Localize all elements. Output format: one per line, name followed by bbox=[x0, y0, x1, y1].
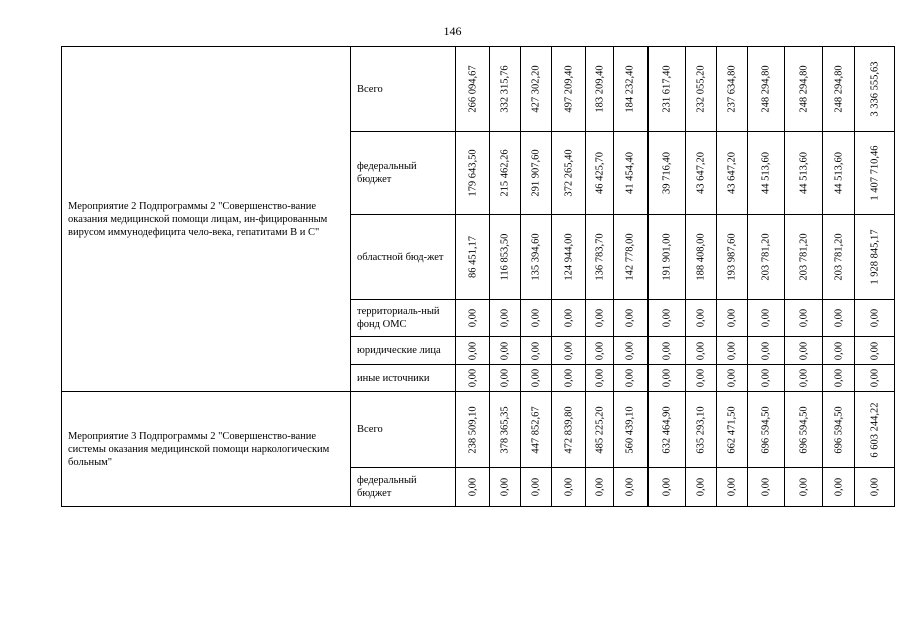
funding-source: юридические лица bbox=[351, 337, 456, 365]
amount-value: 3 336 555,63 bbox=[869, 61, 880, 117]
amount-value: 0,00 bbox=[833, 477, 844, 497]
amount-cell bbox=[748, 47, 785, 132]
amount-cell bbox=[586, 392, 614, 468]
amount-value: 116 853,50 bbox=[499, 233, 511, 281]
amount-value: 1 407 710,46 bbox=[869, 145, 880, 201]
amount-value: 179 643,50 bbox=[467, 149, 478, 197]
amount-cell bbox=[614, 468, 648, 507]
amount-cell bbox=[521, 132, 552, 215]
amount-value: 203 781,20 bbox=[760, 233, 772, 281]
amount-cell bbox=[648, 337, 686, 365]
amount-cell bbox=[648, 300, 686, 337]
amount-cell bbox=[490, 392, 521, 468]
amount-cell bbox=[748, 300, 785, 337]
amount-value: 0,00 bbox=[869, 308, 880, 328]
amount-value: 0,00 bbox=[624, 341, 636, 360]
amount-value: 142 778,00 bbox=[624, 233, 636, 281]
amount-cell bbox=[785, 337, 823, 365]
amount-value: 1 928 845,17 bbox=[869, 229, 880, 285]
amount-cell bbox=[614, 300, 648, 337]
amount-value: 427 302,20 bbox=[530, 65, 542, 113]
amount-cell bbox=[614, 337, 648, 365]
amount-value: 203 781,20 bbox=[798, 233, 809, 281]
amount-value: 0,00 bbox=[594, 477, 605, 497]
amount-value: 0,00 bbox=[695, 341, 707, 360]
amount-value: 135 394,60 bbox=[530, 233, 542, 281]
amount-cell bbox=[552, 392, 586, 468]
amount-cell bbox=[490, 365, 521, 392]
amount-value: 0,00 bbox=[869, 368, 880, 388]
amount-value: 193 987,60 bbox=[726, 233, 738, 281]
amount-value: 0,00 bbox=[594, 308, 605, 328]
amount-cell bbox=[748, 365, 785, 392]
amount-cell bbox=[717, 47, 748, 132]
amount-value: 0,00 bbox=[833, 368, 844, 388]
amount-cell bbox=[521, 300, 552, 337]
amount-cell bbox=[552, 468, 586, 507]
amount-cell bbox=[855, 392, 895, 468]
amount-cell bbox=[490, 300, 521, 337]
amount-value: 0,00 bbox=[726, 308, 738, 328]
amount-cell bbox=[614, 215, 648, 300]
amount-cell bbox=[521, 337, 552, 365]
funding-source: Всего bbox=[351, 392, 456, 468]
amount-value: 41 454,40 bbox=[624, 152, 636, 194]
amount-value: 0,00 bbox=[624, 368, 636, 388]
budget-table bbox=[61, 46, 895, 507]
amount-value: 0,00 bbox=[530, 477, 542, 497]
amount-value: 39 716,40 bbox=[661, 152, 673, 194]
amount-value: 632 464,90 bbox=[661, 405, 673, 454]
amount-value: 248 294,80 bbox=[833, 65, 844, 113]
amount-value: 0,00 bbox=[760, 341, 772, 360]
amount-value: 0,00 bbox=[833, 341, 844, 360]
amount-value: 232 055,20 bbox=[695, 65, 707, 113]
amount-cell bbox=[614, 47, 648, 132]
amount-value: 44 513,60 bbox=[798, 152, 809, 194]
amount-cell bbox=[648, 365, 686, 392]
amount-cell bbox=[586, 47, 614, 132]
amount-cell bbox=[785, 47, 823, 132]
amount-cell bbox=[717, 392, 748, 468]
amount-cell bbox=[586, 468, 614, 507]
amount-cell bbox=[785, 132, 823, 215]
amount-value: 43 647,20 bbox=[726, 152, 738, 194]
amount-value: 0,00 bbox=[661, 477, 673, 497]
amount-cell bbox=[521, 365, 552, 392]
amount-cell bbox=[552, 300, 586, 337]
amount-cell bbox=[648, 132, 686, 215]
amount-cell bbox=[823, 132, 855, 215]
amount-cell bbox=[855, 337, 895, 365]
amount-value: 0,00 bbox=[499, 341, 511, 360]
amount-cell bbox=[521, 215, 552, 300]
amount-value: 248 294,80 bbox=[760, 65, 772, 113]
amount-cell bbox=[717, 337, 748, 365]
amount-value: 497 209,40 bbox=[563, 65, 574, 113]
amount-value: 0,00 bbox=[726, 341, 738, 360]
amount-cell bbox=[490, 47, 521, 132]
amount-value: 0,00 bbox=[798, 477, 809, 497]
measure-title: Мероприятие 3 Подпрограммы 2 "Совершенство-вание системы оказания медицинской помощи наркологическим больным" bbox=[62, 392, 351, 507]
amount-value: 560 439,10 bbox=[624, 405, 636, 454]
amount-value: 378 365,35 bbox=[499, 405, 511, 454]
amount-value: 0,00 bbox=[499, 368, 511, 388]
amount-value: 0,00 bbox=[661, 308, 673, 328]
amount-cell bbox=[686, 47, 717, 132]
amount-value: 0,00 bbox=[695, 368, 707, 388]
amount-value: 86 451,17 bbox=[467, 236, 478, 278]
amount-cell bbox=[785, 392, 823, 468]
amount-value: 372 265,40 bbox=[563, 149, 574, 197]
amount-cell bbox=[490, 468, 521, 507]
amount-cell bbox=[823, 47, 855, 132]
amount-value: 124 944,00 bbox=[563, 233, 574, 281]
amount-value: 0,00 bbox=[530, 368, 542, 388]
amount-cell bbox=[614, 392, 648, 468]
amount-value: 266 094,67 bbox=[467, 65, 478, 113]
amount-cell bbox=[614, 365, 648, 392]
amount-cell bbox=[552, 215, 586, 300]
amount-cell bbox=[648, 215, 686, 300]
amount-cell bbox=[717, 468, 748, 507]
amount-value: 0,00 bbox=[760, 308, 772, 328]
amount-cell bbox=[823, 337, 855, 365]
amount-cell bbox=[686, 468, 717, 507]
amount-value: 191 901,00 bbox=[661, 233, 673, 281]
amount-value: 0,00 bbox=[726, 477, 738, 497]
amount-value: 43 647,20 bbox=[695, 152, 707, 194]
amount-value: 696 594,50 bbox=[833, 405, 844, 454]
amount-cell bbox=[855, 215, 895, 300]
amount-cell bbox=[648, 392, 686, 468]
amount-value: 0,00 bbox=[624, 477, 636, 497]
amount-value: 447 852,67 bbox=[530, 405, 542, 454]
amount-cell bbox=[686, 337, 717, 365]
amount-cell bbox=[785, 365, 823, 392]
amount-cell bbox=[456, 215, 490, 300]
amount-cell bbox=[648, 47, 686, 132]
amount-value: 0,00 bbox=[499, 308, 511, 328]
amount-cell bbox=[823, 468, 855, 507]
amount-value: 332 315,76 bbox=[499, 65, 511, 113]
amount-value: 46 425,70 bbox=[594, 152, 605, 194]
amount-cell bbox=[855, 132, 895, 215]
amount-cell bbox=[521, 47, 552, 132]
amount-value: 0,00 bbox=[499, 477, 511, 497]
amount-cell bbox=[748, 215, 785, 300]
amount-value: 188 408,00 bbox=[695, 233, 707, 281]
amount-cell bbox=[648, 468, 686, 507]
amount-value: 662 471,50 bbox=[726, 405, 738, 454]
table-row bbox=[62, 47, 895, 132]
amount-value: 0,00 bbox=[869, 477, 880, 497]
funding-source: Всего bbox=[351, 47, 456, 132]
amount-cell bbox=[823, 300, 855, 337]
amount-cell bbox=[717, 215, 748, 300]
table-row bbox=[62, 392, 895, 468]
amount-value: 0,00 bbox=[760, 477, 772, 497]
amount-value: 0,00 bbox=[530, 308, 542, 328]
amount-cell bbox=[717, 132, 748, 215]
amount-cell bbox=[456, 392, 490, 468]
amount-value: 0,00 bbox=[563, 341, 574, 360]
amount-cell bbox=[456, 468, 490, 507]
amount-cell bbox=[686, 392, 717, 468]
funding-source: федеральный бюджет bbox=[351, 132, 456, 215]
amount-value: 44 513,60 bbox=[760, 152, 772, 194]
amount-cell bbox=[855, 300, 895, 337]
amount-cell bbox=[586, 300, 614, 337]
amount-cell bbox=[456, 365, 490, 392]
amount-value: 696 594,50 bbox=[798, 405, 809, 454]
amount-value: 485 225,20 bbox=[594, 405, 605, 454]
amount-value: 0,00 bbox=[798, 308, 809, 328]
amount-cell bbox=[586, 215, 614, 300]
amount-cell bbox=[686, 215, 717, 300]
amount-value: 0,00 bbox=[726, 368, 738, 388]
amount-cell bbox=[456, 300, 490, 337]
amount-cell bbox=[490, 337, 521, 365]
amount-value: 0,00 bbox=[760, 368, 772, 388]
amount-value: 203 781,20 bbox=[833, 233, 844, 281]
amount-value: 0,00 bbox=[594, 368, 605, 388]
amount-cell bbox=[586, 132, 614, 215]
amount-cell bbox=[717, 365, 748, 392]
amount-value: 184 232,40 bbox=[624, 65, 636, 113]
funding-source: иные источники bbox=[351, 365, 456, 392]
amount-value: 472 839,80 bbox=[563, 405, 574, 454]
amount-cell bbox=[748, 337, 785, 365]
amount-value: 0,00 bbox=[530, 341, 542, 360]
amount-cell bbox=[785, 215, 823, 300]
amount-value: 0,00 bbox=[563, 477, 574, 497]
amount-cell bbox=[748, 392, 785, 468]
amount-value: 291 907,60 bbox=[530, 149, 542, 197]
amount-cell bbox=[823, 392, 855, 468]
amount-value: 0,00 bbox=[624, 308, 636, 328]
amount-value: 696 594,50 bbox=[760, 405, 772, 454]
amount-value: 6 603 244,22 bbox=[869, 401, 880, 458]
amount-value: 0,00 bbox=[695, 477, 707, 497]
amount-cell bbox=[855, 47, 895, 132]
amount-value: 0,00 bbox=[798, 341, 809, 360]
amount-cell bbox=[748, 468, 785, 507]
amount-value: 0,00 bbox=[798, 368, 809, 388]
amount-value: 0,00 bbox=[594, 341, 605, 360]
amount-value: 215 462,26 bbox=[499, 149, 511, 197]
amount-cell bbox=[855, 365, 895, 392]
amount-cell bbox=[823, 215, 855, 300]
funding-source: областной бюд-жет bbox=[351, 215, 456, 300]
amount-value: 0,00 bbox=[563, 308, 574, 328]
amount-value: 136 783,70 bbox=[594, 233, 605, 281]
measure-title: Мероприятие 2 Подпрограммы 2 "Совершенство-вание оказания медицинской помощи лицам, ин-фицированным вирусом иммунодефицита чело-века, гепатитами В и С" bbox=[62, 47, 351, 392]
amount-value: 231 617,40 bbox=[661, 65, 673, 113]
amount-cell bbox=[490, 215, 521, 300]
amount-value: 0,00 bbox=[695, 308, 707, 328]
amount-cell bbox=[552, 132, 586, 215]
amount-cell bbox=[614, 132, 648, 215]
amount-cell bbox=[552, 47, 586, 132]
amount-value: 0,00 bbox=[661, 368, 673, 388]
amount-cell bbox=[456, 337, 490, 365]
amount-value: 0,00 bbox=[467, 368, 478, 388]
amount-cell bbox=[521, 468, 552, 507]
amount-value: 0,00 bbox=[467, 477, 478, 497]
page-number: 146 bbox=[443, 24, 462, 38]
amount-value: 0,00 bbox=[467, 308, 478, 328]
amount-cell bbox=[785, 468, 823, 507]
amount-value: 44 513,60 bbox=[833, 152, 844, 194]
amount-cell bbox=[686, 132, 717, 215]
amount-cell bbox=[490, 132, 521, 215]
amount-value: 0,00 bbox=[869, 341, 880, 360]
amount-value: 0,00 bbox=[467, 341, 478, 360]
amount-cell bbox=[686, 365, 717, 392]
amount-cell bbox=[456, 47, 490, 132]
amount-cell bbox=[552, 365, 586, 392]
amount-cell bbox=[521, 392, 552, 468]
amount-cell bbox=[855, 468, 895, 507]
amount-value: 635 293,10 bbox=[695, 405, 707, 454]
amount-value: 248 294,80 bbox=[798, 65, 809, 113]
amount-cell bbox=[823, 365, 855, 392]
funding-source: федеральный бюджет bbox=[351, 468, 456, 507]
amount-value: 0,00 bbox=[563, 368, 574, 388]
amount-cell bbox=[717, 300, 748, 337]
amount-value: 237 634,80 bbox=[726, 65, 738, 113]
amount-cell bbox=[686, 300, 717, 337]
amount-cell bbox=[586, 365, 614, 392]
amount-cell bbox=[586, 337, 614, 365]
amount-value: 238 509,10 bbox=[467, 405, 478, 454]
amount-cell bbox=[456, 132, 490, 215]
amount-value: 0,00 bbox=[833, 308, 844, 328]
amount-cell bbox=[748, 132, 785, 215]
amount-value: 183 209,40 bbox=[594, 65, 605, 113]
amount-cell bbox=[552, 337, 586, 365]
funding-source: территориаль-ный фонд ОМС bbox=[351, 300, 456, 337]
amount-cell bbox=[785, 300, 823, 337]
amount-value: 0,00 bbox=[661, 341, 673, 360]
